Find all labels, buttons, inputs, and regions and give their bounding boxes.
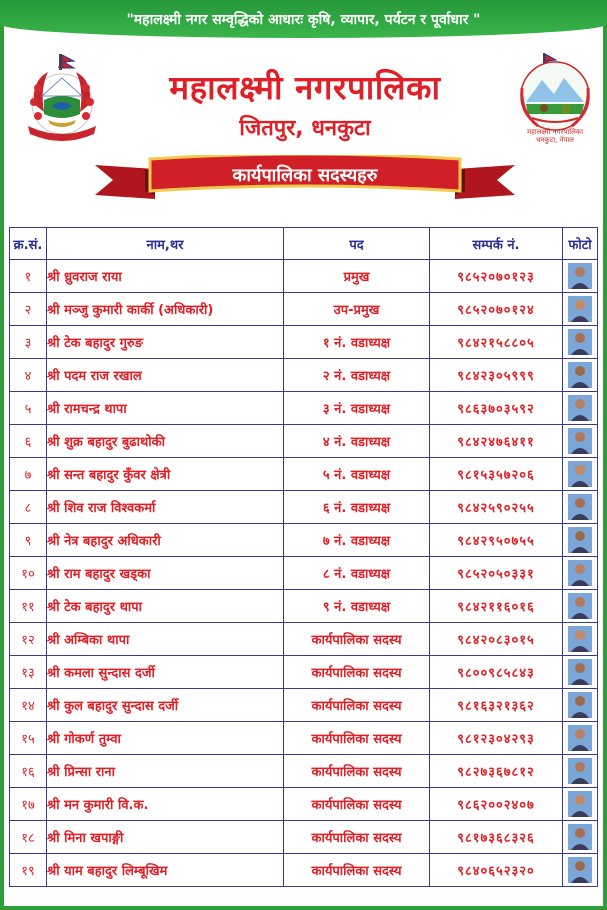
table-row <box>10 656 598 689</box>
member-contact: ९८४२३०५९९९ <box>430 359 563 392</box>
member-photo-icon <box>568 428 592 454</box>
member-name: श्री मञ्जु कुमारी कार्की (अधिकारी) <box>47 293 284 326</box>
member-contact: ९८५२०५०३३१ <box>430 557 563 590</box>
member-sn: १९ <box>10 854 47 887</box>
member-sn: ४ <box>10 359 47 392</box>
slogan-bar <box>0 0 607 38</box>
member-photo-icon <box>568 527 592 553</box>
member-photo <box>563 854 598 887</box>
member-contact: ९८४२५९०२५५ <box>430 491 563 524</box>
nepal-emblem-icon <box>18 52 106 142</box>
member-photo-icon <box>568 296 592 322</box>
member-contact: ९८१७३६८३२६ <box>430 821 563 854</box>
member-sn: ८ <box>10 491 47 524</box>
member-name: श्री सन्त बहादुर कुँवर क्षेत्री <box>47 458 284 491</box>
member-name: श्री शिव राज विश्वकर्मा <box>47 491 284 524</box>
member-name: श्री प्रिन्सा राना <box>47 755 284 788</box>
member-post: कार्यपालिका सदस्य <box>284 854 430 887</box>
table-row <box>10 524 598 557</box>
member-photo <box>563 557 598 590</box>
member-contact: ९८५२०७०१२४ <box>430 293 563 326</box>
member-photo-icon <box>568 692 592 718</box>
member-photo-icon <box>568 758 592 784</box>
member-photo-icon <box>568 791 592 817</box>
member-name: श्री शुक्र बहादुर बुढाथोकी <box>47 425 284 458</box>
member-contact: ९८५२०७०१२३ <box>430 260 563 293</box>
member-photo <box>563 821 598 854</box>
member-name: श्री गोकर्ण तुम्वा <box>47 722 284 755</box>
header-sn: क्र.सं. <box>10 228 47 260</box>
member-sn: १२ <box>10 623 47 656</box>
member-sn: १७ <box>10 788 47 821</box>
page-title: महालक्ष्मी नगरपालिका <box>169 68 441 107</box>
member-contact: ९८४२१५८८०५ <box>430 326 563 359</box>
member-photo <box>563 755 598 788</box>
member-photo-icon <box>568 560 592 586</box>
header-photo: फोटो <box>563 228 598 260</box>
member-name: श्री नेत्र बहादुर अधिकारी <box>47 524 284 557</box>
member-contact: ९८४०६५२३२० <box>430 854 563 887</box>
table-row <box>10 293 598 326</box>
member-post: ४ नं. वडाध्यक्ष <box>284 425 430 458</box>
member-photo <box>563 326 598 359</box>
header-contact: सम्पर्क नं. <box>430 228 563 260</box>
banner-title: कार्यपालिका सदस्यहरु <box>232 165 378 186</box>
member-sn: १५ <box>10 722 47 755</box>
member-sn: ७ <box>10 458 47 491</box>
member-name: श्री मन कुमारी वि.क. <box>47 788 284 821</box>
member-sn: १ <box>10 260 47 293</box>
member-post: ९ नं. वडाध्यक्ष <box>284 590 430 623</box>
member-name: श्री याम बहादुर लिम्बूखिम <box>47 854 284 887</box>
member-sn: ११ <box>10 590 47 623</box>
member-contact: ९८४२९५०७५५ <box>430 524 563 557</box>
table-row <box>10 590 598 623</box>
member-photo <box>563 656 598 689</box>
member-post: कार्यपालिका सदस्य <box>284 755 430 788</box>
table-row <box>10 491 598 524</box>
table-row <box>10 458 598 491</box>
members-table <box>9 227 598 887</box>
member-photo <box>563 590 598 623</box>
member-sn: ६ <box>10 425 47 458</box>
page-subtitle: जितपुर, धनकुटा <box>239 116 371 141</box>
member-photo <box>563 293 598 326</box>
member-contact: ९८१६३२१३६२ <box>430 689 563 722</box>
member-contact: ९८४२४७६४११ <box>430 425 563 458</box>
member-sn: ९ <box>10 524 47 557</box>
table-row <box>10 689 598 722</box>
member-name: श्री मिना खपाङ्गी <box>47 821 284 854</box>
member-photo-icon <box>568 725 592 751</box>
member-sn: १३ <box>10 656 47 689</box>
member-photo <box>563 623 598 656</box>
member-photo-icon <box>568 329 592 355</box>
right-logo-caption-1: महालक्ष्मी नगरपालिका <box>526 128 584 136</box>
header-name: नाम,थर <box>47 228 284 260</box>
member-name: श्री कमला सुन्दास दर्जी <box>47 656 284 689</box>
member-post: ५ नं. वडाध्यक्ष <box>284 458 430 491</box>
member-sn: १० <box>10 557 47 590</box>
member-contact: ९८६२००२४०७ <box>430 788 563 821</box>
member-post: ८ नं. वडाध्यक्ष <box>284 557 430 590</box>
member-photo-icon <box>568 494 592 520</box>
member-post: कार्यपालिका सदस्य <box>284 788 430 821</box>
member-post: कार्यपालिका सदस्य <box>284 656 430 689</box>
member-post: २ नं. वडाध्यक्ष <box>284 359 430 392</box>
member-photo <box>563 722 598 755</box>
member-post: ६ नं. वडाध्यक्ष <box>284 491 430 524</box>
member-photo-icon <box>568 263 592 289</box>
table-header-row <box>10 228 598 260</box>
member-name: श्री टेक बहादुर गुरुङ <box>47 326 284 359</box>
table-row <box>10 359 598 392</box>
member-name: श्री कुल बहादुर सुन्दास दर्जी <box>47 689 284 722</box>
member-contact: ९८००९८५८४३ <box>430 656 563 689</box>
member-photo <box>563 491 598 524</box>
member-post: १ नं. वडाध्यक्ष <box>284 326 430 359</box>
table-row <box>10 623 598 656</box>
member-name: श्री रामचन्द्र थापा <box>47 392 284 425</box>
table-row <box>10 260 598 293</box>
member-contact: ९८६३७०३५९२ <box>430 392 563 425</box>
member-sn: १८ <box>10 821 47 854</box>
member-photo-icon <box>568 857 592 883</box>
member-photo <box>563 392 598 425</box>
member-name: श्री राम बहादुर खड्का <box>47 557 284 590</box>
member-photo <box>563 359 598 392</box>
member-photo <box>563 524 598 557</box>
member-post: कार्यपालिका सदस्य <box>284 623 430 656</box>
member-photo <box>563 260 598 293</box>
table-row <box>10 557 598 590</box>
header-post: पद <box>284 228 430 260</box>
member-contact: ९८२७३६७८१२ <box>430 755 563 788</box>
table-row <box>10 755 598 788</box>
member-name: श्री टेक बहादुर थापा <box>47 590 284 623</box>
member-post: कार्यपालिका सदस्य <box>284 722 430 755</box>
table-row <box>10 854 598 887</box>
member-post: कार्यपालिका सदस्य <box>284 689 430 722</box>
member-photo-icon <box>568 824 592 850</box>
table-row <box>10 425 598 458</box>
member-post: ७ नं. वडाध्यक्ष <box>284 524 430 557</box>
table-row <box>10 392 598 425</box>
member-photo-icon <box>568 461 592 487</box>
member-contact: ९८४२०८३०१५ <box>430 623 563 656</box>
member-name: श्री पदम राज रखाल <box>47 359 284 392</box>
member-sn: १४ <box>10 689 47 722</box>
table-row <box>10 326 598 359</box>
member-photo-icon <box>568 626 592 652</box>
member-contact: ९८४२११६०१६ <box>430 590 563 623</box>
member-photo <box>563 788 598 821</box>
member-photo <box>563 689 598 722</box>
member-sn: ३ <box>10 326 47 359</box>
member-name: श्री अम्बिका थापा <box>47 623 284 656</box>
member-photo-icon <box>568 362 592 388</box>
member-photo-icon <box>568 659 592 685</box>
table-row <box>10 722 598 755</box>
right-logo-caption-2: धनकुटा, नेपाल <box>536 136 574 144</box>
member-name: श्री ध्रुवराज राया <box>47 260 284 293</box>
member-post: उप-प्रमुख <box>284 293 430 326</box>
member-post: प्रमुख <box>284 260 430 293</box>
member-photo-icon <box>568 395 592 421</box>
member-contact: ९८१५३५७२०६ <box>430 458 563 491</box>
member-photo <box>563 458 598 491</box>
slogan-text: "महालक्ष्मी नगर सम्वृद्धिको आधारः कृषि, व्यापार, पर्यटन र पूर्वाधार " <box>126 11 481 28</box>
table-row <box>10 788 598 821</box>
member-sn: १६ <box>10 755 47 788</box>
table-row <box>10 821 598 854</box>
member-photo <box>563 425 598 458</box>
member-sn: २ <box>10 293 47 326</box>
member-contact: ९८१२३०४२९३ <box>430 722 563 755</box>
member-photo-icon <box>568 593 592 619</box>
member-post: कार्यपालिका सदस्य <box>284 821 430 854</box>
municipality-logo-icon <box>512 52 598 144</box>
member-sn: ५ <box>10 392 47 425</box>
member-post: ३ नं. वडाध्यक्ष <box>284 392 430 425</box>
